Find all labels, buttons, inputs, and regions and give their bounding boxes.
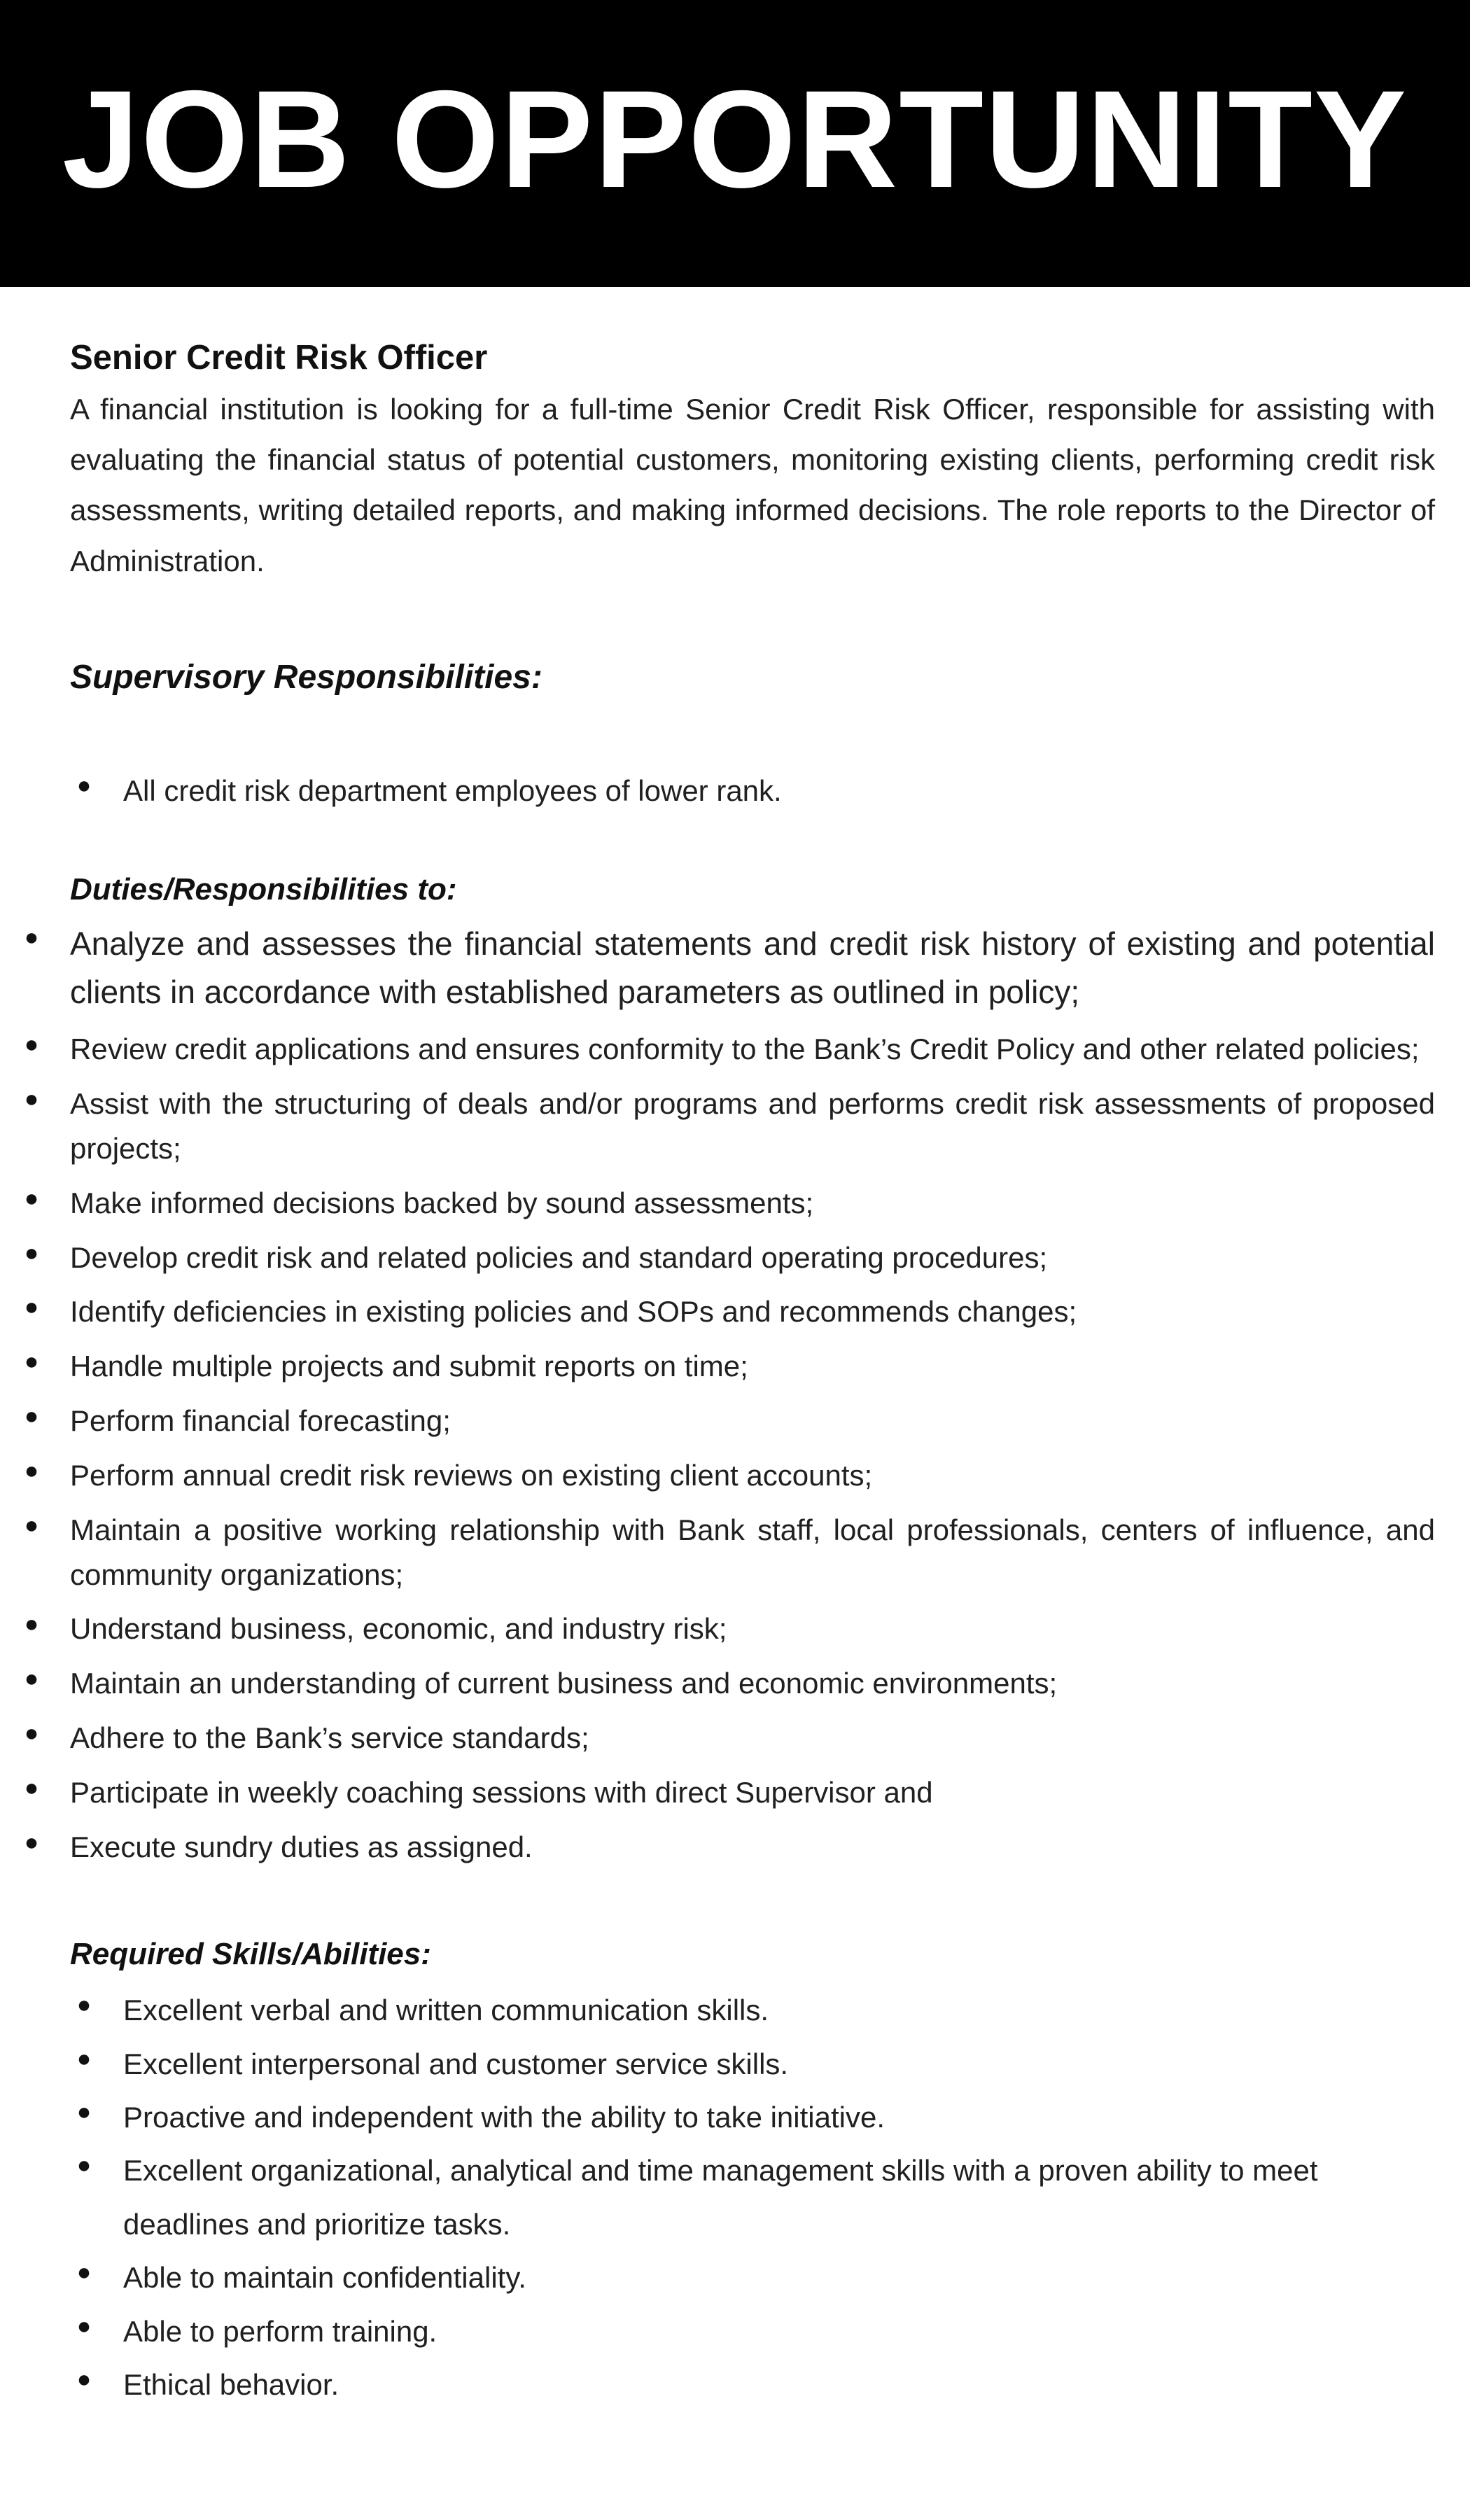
bullet-icon: ● [24,1720,39,1747]
list-item-text: Analyze and assesses the financial statements and credit risk history of existing and potential clients in accordance with established parameters as outlined in policy; [70,925,1435,1011]
bullet-icon: ● [76,2098,92,2125]
list-item [18,1289,1435,1334]
list-item [18,1606,1435,1651]
bullet-icon: ● [24,1031,39,1058]
list-item-text: Excellent interpersonal and customer service skills. [123,2047,789,2080]
list-item [18,1716,1435,1760]
job-posting-body [24,337,1435,2412]
bullet-icon: ● [24,1774,39,1801]
job-title: Senior Credit Risk Officer [70,339,488,377]
job-intro: A financial institution is looking for a full-time Senior Credit Risk Officer, responsible for assisting with evaluating the financial status of potential customers, monitoring existing clients, performing credit risk assessments, writing detailed reports, and making informed decisions. The role reports to the Director of Administration. [70,392,1435,578]
list-item-text: Able to maintain confidentiality. [123,2261,526,2295]
bullet-icon: ● [76,1991,92,2019]
list-item-text: Proactive and independent with the ability to take initiative. [123,2100,886,2134]
list-item-text: Perform financial forecasting; [70,1404,451,1438]
list-item-text: Execute sundry duties as assigned. [70,1830,533,1863]
bullet-icon: ● [76,771,92,799]
list-item [70,2358,1435,2412]
list-item [18,1825,1435,1870]
bullet-icon: ● [76,2312,92,2339]
list-item [70,2305,1435,2358]
duties-heading: Duties/Responsibilities to: [70,872,457,906]
list-item [18,1770,1435,1815]
list-item-text: Excellent organizational, analytical and time management skills with a proven ability to meet deadlines and prioritize tasks. [123,2154,1318,2241]
bullet-icon: ● [24,1294,39,1321]
list-item-text: Perform annual credit risk reviews on existing client accounts; [70,1458,873,1492]
list-item-text: Handle multiple projects and submit reports on time; [70,1350,748,1383]
bullet-icon: ● [76,2045,92,2072]
bullet-icon: ● [76,2366,92,2393]
bullet-icon: ● [76,2152,92,2179]
header-banner [0,0,1470,287]
skills-heading: Required Skills/Abilities: [70,1936,431,1971]
bullet-icon: ● [24,1184,39,1212]
list-item [70,2038,1435,2091]
list-item-text: Maintain an understanding of current business and economic environments; [70,1667,1058,1700]
list-item [18,1236,1435,1280]
bullet-icon: ● [24,923,39,951]
list-item-text: Participate in weekly coaching sessions with direct Supervisor and [70,1775,933,1809]
bullet-icon: ● [24,1239,39,1266]
list-item-text: All credit risk department employees of lower rank. [123,774,782,807]
list-item [70,2091,1435,2144]
list-item [70,1984,1435,2037]
list-item-text: Able to perform training. [123,2314,438,2348]
bullet-icon: ● [24,1403,39,1430]
list-item [18,1661,1435,1706]
supervisory-list [70,764,1435,818]
list-item-text: Understand business, economic, and industry risk; [70,1612,727,1646]
list-item-text: Ethical behavior. [123,2368,340,2402]
list-item-text: Adhere to the Bank’s service standards; [70,1721,589,1755]
bullet-icon: ● [76,2259,92,2286]
list-item [18,920,1435,1018]
banner-title: JOB OPPORTUNITY [62,62,1408,216]
list-item-text: Make informed decisions backed by sound assessments; [70,1186,814,1219]
list-item [18,1027,1435,1072]
supervisory-heading: Supervisory Responsibilities: [70,658,542,696]
list-item [70,764,1435,818]
list-item-text: Develop credit risk and related policies and standard operating procedures; [70,1240,1048,1274]
list-item [70,2251,1435,2304]
bullet-icon: ● [24,1511,39,1539]
bullet-icon: ● [24,1348,39,1376]
list-item-text: Identify deficiencies in existing policies and SOPs and recommends changes; [70,1295,1077,1329]
bullet-icon: ● [24,1457,39,1484]
list-item-text: Maintain a positive working relationship with Bank staff, local professionals, centers of influence, and community organizations; [70,1513,1435,1591]
bullet-icon: ● [24,1828,39,1856]
list-item [18,1508,1435,1597]
list-item-text: Excellent verbal and written communication skills. [123,1994,769,2027]
list-item [18,1082,1435,1171]
list-item [18,1181,1435,1226]
list-item [70,2144,1435,2251]
list-item-text: Review credit applications and ensures conformity to the Bank’s Credit Policy and other related policies; [70,1032,1420,1066]
list-item [18,1344,1435,1389]
list-item [18,1399,1435,1443]
bullet-icon: ● [24,1611,39,1638]
bullet-icon: ● [24,1086,39,1113]
skills-list [70,1984,1435,2412]
duties-list [18,920,1435,1870]
list-item-text: Assist with the structuring of deals and/or programs and performs credit risk assessments of proposed projects; [70,1087,1435,1165]
list-item [18,1453,1435,1498]
bullet-icon: ● [24,1665,39,1693]
